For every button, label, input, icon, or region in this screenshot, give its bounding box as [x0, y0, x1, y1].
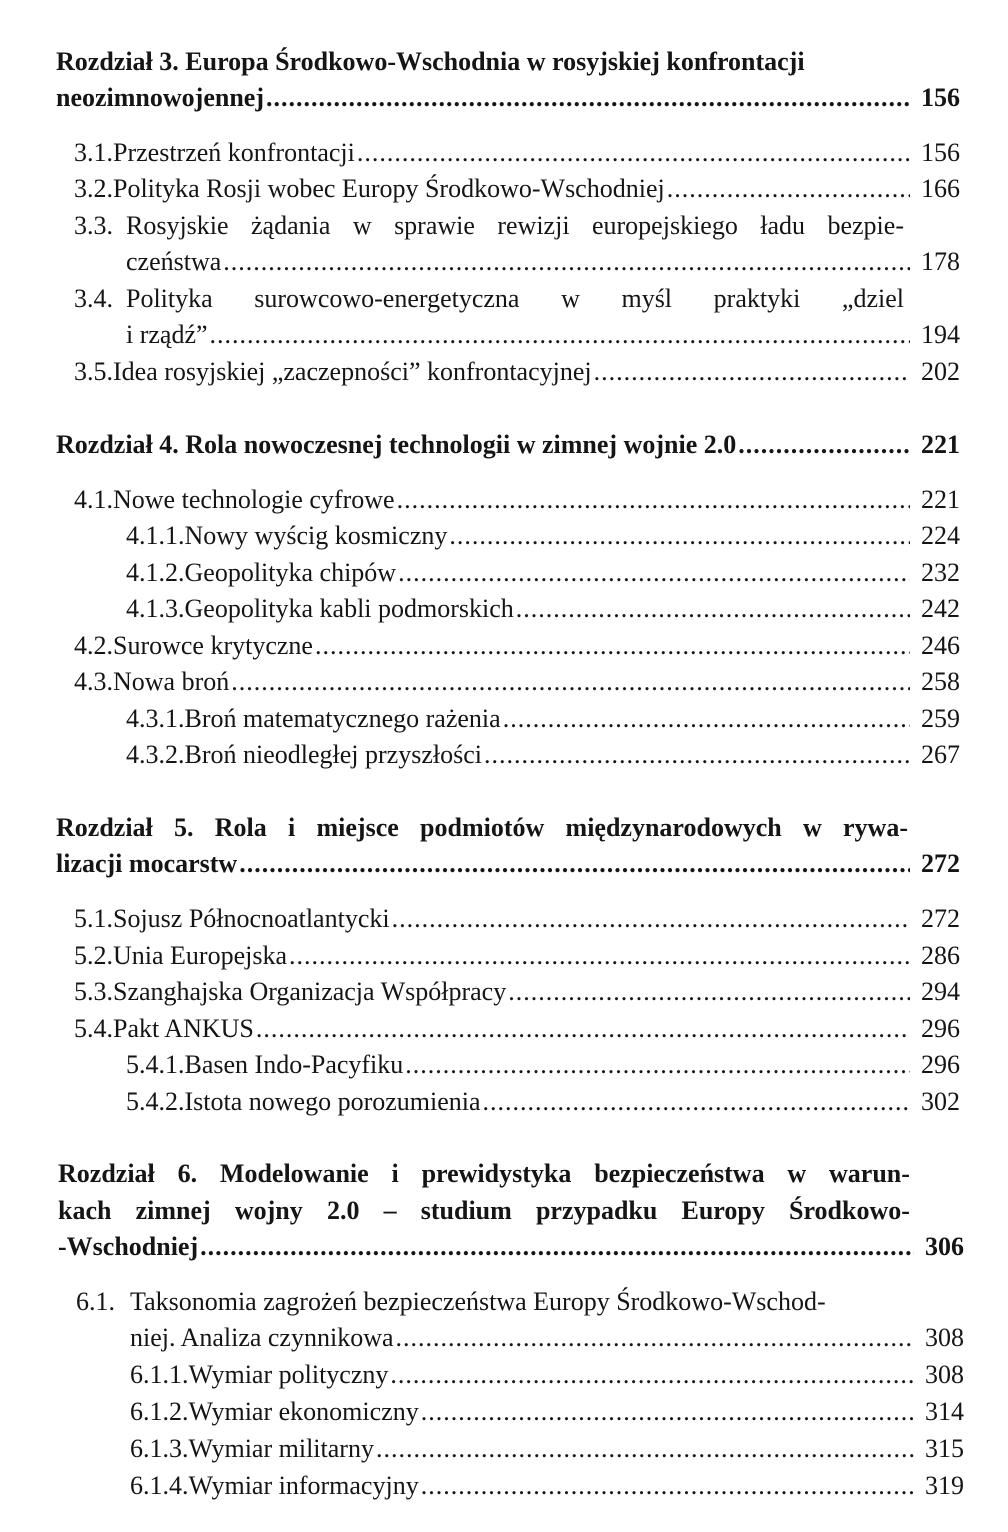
toc-entry-3-1 — [74, 135, 960, 171]
word: w — [352, 211, 372, 240]
leader-dots — [397, 482, 910, 518]
section-title-line1 — [126, 281, 904, 317]
section-number: 6.1.4. — [130, 1471, 189, 1500]
section-number: 4.1.3. — [126, 594, 185, 623]
word: Rozdział — [58, 1159, 155, 1188]
section-title: Nowe technologie cyfrowe — [113, 485, 395, 514]
word: Polityka — [126, 284, 213, 313]
toc-entry-5-4-2 — [126, 1084, 960, 1120]
toc-entry-3-4-line2 — [126, 317, 960, 353]
section-title: Wymiar polityczny — [188, 1360, 389, 1389]
word: myśl — [621, 284, 673, 313]
section-title: Surowce krytyczne — [113, 631, 313, 660]
word: europejskiego — [591, 211, 738, 240]
toc-entry-3-3-line2 — [126, 244, 960, 280]
section-number: 3.4. — [74, 284, 113, 313]
leader-dots — [392, 901, 910, 937]
word: rywa- — [843, 813, 908, 842]
toc-entry-5-3 — [74, 974, 960, 1010]
page-number: 308 — [925, 1323, 964, 1352]
section-title-line1 — [126, 208, 904, 244]
toc-entry-4-3-1 — [126, 701, 960, 737]
section-title: Geopolityka chipów — [184, 558, 397, 587]
toc-entry-6-1-2 — [130, 1394, 964, 1430]
chapter-6-heading-line1 — [58, 1156, 910, 1192]
section-title: Sojusz Północnoatlantycki — [113, 904, 390, 933]
section-title: Geopolityka kabli podmorskich — [184, 594, 514, 623]
section-number: 5.2. — [74, 941, 113, 970]
chapter-title-line1 — [58, 1156, 910, 1192]
chapter-title-line1 — [56, 810, 908, 846]
toc-entry-5-1 — [74, 901, 960, 937]
section-number: 6.1.1. — [130, 1360, 189, 1389]
leader-dots — [210, 317, 910, 353]
page-number: 258 — [921, 667, 960, 696]
word: i — [391, 1159, 399, 1188]
word: w — [802, 813, 822, 842]
word: i — [288, 813, 296, 842]
word: 6. — [177, 1159, 198, 1188]
leader-dots — [266, 80, 910, 116]
toc-entry-6-1-line2 — [130, 1320, 964, 1356]
section-number: 6.1.2. — [130, 1397, 189, 1426]
toc-entry-6-1-line1 — [76, 1284, 826, 1320]
chapter-title-line3: -Wschodniej — [58, 1232, 199, 1261]
word: 5. — [174, 813, 194, 842]
section-number: 3.2. — [74, 174, 113, 203]
word: Rozdział — [56, 813, 153, 842]
word: Modelowanie — [219, 1159, 369, 1188]
leader-dots — [223, 244, 910, 280]
word: w — [787, 1159, 807, 1188]
chapter-3-heading-line2: neozimnowojennej — [56, 83, 264, 112]
word: przypadku — [535, 1196, 658, 1225]
section-title: Basen Indo-Pacyfiku — [184, 1050, 404, 1079]
toc-entry-3-3-line1 — [74, 208, 904, 244]
toc-entry-4-3 — [74, 664, 960, 700]
toc-entry-5-4 — [74, 1011, 960, 1047]
chapter-6-heading — [58, 1229, 964, 1265]
page-number: 286 — [921, 941, 960, 970]
leader-dots — [483, 1084, 910, 1120]
section-title: Broń matematycznego rażenia — [184, 704, 501, 733]
toc-entry-6-1-1 — [130, 1357, 964, 1393]
leader-dots — [738, 427, 910, 463]
section-number: 3.1. — [74, 138, 113, 167]
page-number: 246 — [921, 631, 960, 660]
page-number: 194 — [921, 320, 960, 349]
section-title: Istota nowego porozumienia — [184, 1087, 481, 1116]
toc-entry-5-2 — [74, 938, 960, 974]
toc-entry-4-1-1 — [126, 518, 960, 554]
page-number: 315 — [925, 1434, 964, 1463]
word: Środkowo- — [789, 1196, 910, 1225]
word: żądania — [251, 211, 331, 240]
page-number: 306 — [925, 1232, 964, 1261]
section-number: 4.1.2. — [126, 558, 185, 587]
page-number: 296 — [921, 1014, 960, 1043]
leader-dots — [231, 664, 910, 700]
leader-dots — [200, 1229, 914, 1265]
leader-dots — [239, 846, 910, 882]
word: – — [383, 1196, 397, 1225]
chapter-6-heading-line2 — [58, 1193, 910, 1229]
page-number: 308 — [925, 1360, 964, 1389]
page-number: 156 — [921, 138, 960, 167]
word: w — [561, 284, 580, 313]
leader-dots — [376, 1431, 914, 1467]
toc-entry-3-4-line1 — [74, 281, 904, 317]
section-number: 5.4.2. — [126, 1087, 185, 1116]
word: praktyki — [713, 284, 801, 313]
section-number: 5.4. — [74, 1014, 113, 1043]
word: rewizji — [497, 211, 570, 240]
page-number: 267 — [921, 740, 960, 769]
section-title-line2: czeństwa — [126, 247, 222, 276]
toc-entry-3-5 — [74, 354, 960, 390]
section-title: Wymiar militarny — [188, 1434, 374, 1463]
page-number: 221 — [921, 485, 960, 514]
section-title: Pakt ANKUS — [113, 1014, 254, 1043]
section-number: 6.1. — [76, 1287, 115, 1316]
page-number: 156 — [921, 83, 960, 112]
section-number: 5.4.1. — [126, 1050, 185, 1079]
section-number: 3.3. — [74, 211, 113, 240]
word: miejsce — [316, 813, 399, 842]
leader-dots — [594, 354, 910, 390]
section-number: 5.3. — [74, 977, 113, 1006]
leader-dots — [396, 1320, 914, 1356]
chapter-5-heading-line1 — [56, 810, 908, 846]
section-title: Nowa broń — [113, 667, 230, 696]
page-number: 272 — [921, 849, 960, 878]
word: surowcowo-energetyczna — [254, 284, 520, 313]
section-title: Przestrzeń konfrontacji — [113, 138, 355, 167]
page-number: 232 — [921, 558, 960, 587]
leader-dots — [289, 938, 910, 974]
toc-entry-4-3-2 — [126, 737, 960, 773]
word: 2.0 — [326, 1196, 360, 1225]
word: sprawie — [394, 211, 475, 240]
section-number: 4.1. — [74, 485, 113, 514]
section-number: 4.3.2. — [126, 740, 185, 769]
toc-entry-4-1 — [74, 482, 960, 518]
section-title: Idea rosyjskiej „zaczepności” konfrontacyjnej — [113, 357, 592, 386]
leader-dots — [421, 1468, 914, 1504]
word: warun- — [829, 1159, 910, 1188]
leader-dots — [421, 1394, 914, 1430]
leader-dots — [398, 555, 910, 591]
chapter-4-heading — [56, 427, 960, 463]
leader-dots — [449, 518, 910, 554]
page-number: 319 — [925, 1471, 964, 1500]
page-number: 294 — [921, 977, 960, 1006]
word: Rosyjskie — [126, 211, 229, 240]
leader-dots — [667, 171, 910, 207]
chapter-3-heading — [56, 80, 960, 116]
word: Europy — [681, 1196, 765, 1225]
leader-dots — [516, 591, 910, 627]
page-number: 242 — [921, 594, 960, 623]
word: „dziel — [841, 284, 904, 313]
section-number: 4.2. — [74, 631, 113, 660]
page-number: 202 — [921, 357, 960, 386]
word: bezpieczeństwa — [594, 1159, 765, 1188]
word: międzynarodowych — [565, 813, 782, 842]
word: Rola — [214, 813, 267, 842]
toc-entry-6-1-4 — [130, 1468, 964, 1504]
page-number: 166 — [921, 174, 960, 203]
page-number: 314 — [925, 1397, 964, 1426]
section-title: Wymiar informacyjny — [188, 1471, 419, 1500]
leader-dots — [484, 737, 910, 773]
leader-dots — [357, 135, 910, 171]
page-number: 296 — [921, 1050, 960, 1079]
chapter-title: Rozdział 4. Rola nowoczesnej technologii w zimnej wojnie 2.0 — [56, 430, 737, 459]
toc-entry-4-1-2 — [126, 555, 960, 591]
word: bezpie- — [827, 211, 904, 240]
word: prewidystyka — [421, 1159, 572, 1188]
page-number: 224 — [921, 521, 960, 550]
leader-dots — [390, 1357, 914, 1393]
page-number: 302 — [921, 1087, 960, 1116]
page-number: 259 — [921, 704, 960, 733]
chapter-3-heading-line1: Rozdział 3. Europa Środkowo-Wschodnia w rosyjskiej konfrontacji — [56, 47, 805, 76]
section-title: Szanghajska Organizacja Współpracy — [113, 977, 507, 1006]
section-title: Nowy wyścig kosmiczny — [184, 521, 448, 550]
word: studium — [420, 1196, 512, 1225]
section-number: 4.3. — [74, 667, 113, 696]
toc-entry-3-2 — [74, 171, 960, 207]
chapter-5-heading — [56, 846, 960, 882]
leader-dots — [503, 701, 910, 737]
word: ładu — [760, 211, 806, 240]
section-number: 4.3.1. — [126, 704, 185, 733]
toc-entry-4-2 — [74, 628, 960, 664]
section-number: 5.1. — [74, 904, 113, 933]
toc-entry-4-1-3 — [126, 591, 960, 627]
section-title: Wymiar ekonomiczny — [188, 1397, 419, 1426]
word: kach — [58, 1196, 112, 1225]
section-title-line1: Taksonomia zagrożeń bezpieczeństwa Europy Środkowo-Wschod- — [130, 1287, 826, 1316]
section-number: 6.1.3. — [130, 1434, 189, 1463]
section-title-line2: i rządź” — [126, 320, 208, 349]
toc-entry-6-1-3 — [130, 1431, 964, 1467]
page-number: 272 — [921, 904, 960, 933]
leader-dots — [256, 1011, 910, 1047]
page-number: 178 — [921, 247, 960, 276]
section-title-line2: niej. Analiza czynnikowa — [130, 1323, 394, 1352]
section-title: Polityka Rosji wobec Europy Środkowo-Wschodniej — [113, 174, 665, 203]
leader-dots — [405, 1047, 910, 1083]
section-number: 3.5. — [74, 357, 113, 386]
section-title: Broń nieodległej przyszłości — [184, 740, 482, 769]
leader-dots — [508, 974, 910, 1010]
chapter-title-line2 — [58, 1193, 910, 1229]
word: wojny — [234, 1196, 303, 1225]
leader-dots — [315, 628, 910, 664]
section-number: 4.1.1. — [126, 521, 185, 550]
toc-entry-5-4-1 — [126, 1047, 960, 1083]
word: zimnej — [135, 1196, 211, 1225]
page-number: 221 — [921, 430, 960, 459]
chapter-title-line2: lizacji mocarstw — [56, 849, 238, 878]
word: podmiotów — [420, 813, 545, 842]
section-title: Unia Europejska — [113, 941, 288, 970]
